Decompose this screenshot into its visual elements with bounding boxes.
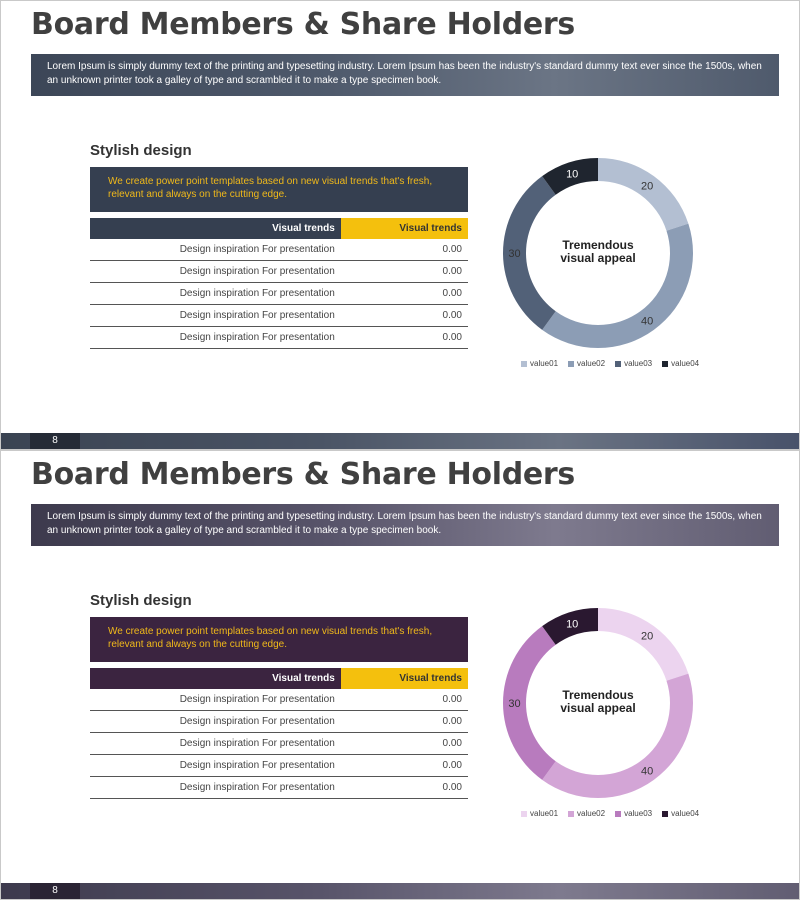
legend-label: value04 <box>671 809 700 818</box>
chart-center-line: Tremendous <box>562 688 634 702</box>
table-cell-value: 0.00 <box>341 733 468 755</box>
legend-item <box>568 359 605 368</box>
table-cell-value: 0.00 <box>341 755 468 777</box>
donut-slice-value01 <box>598 608 688 681</box>
legend-item <box>615 809 652 818</box>
donut-data-label: 30 <box>508 698 521 710</box>
table-row <box>90 733 468 755</box>
slide-2 <box>0 450 800 900</box>
table-row <box>90 305 468 327</box>
legend-swatch <box>662 361 668 367</box>
section-heading: Stylish design <box>90 142 192 159</box>
legend-item <box>568 809 605 818</box>
legend-label: value03 <box>624 359 653 368</box>
table-cell-label: Design inspiration For presentation <box>90 239 341 261</box>
legend-item <box>615 359 652 368</box>
table-row <box>90 327 468 349</box>
slide-title: Board Members & Share Holders <box>31 7 575 42</box>
table-cell-value: 0.00 <box>341 283 468 305</box>
table-row <box>90 711 468 733</box>
table-cell-value: 0.00 <box>341 239 468 261</box>
table-header-cell: Visual trends <box>90 668 341 689</box>
chart-legend <box>521 809 699 818</box>
section-heading: Stylish design <box>90 592 192 609</box>
table-row <box>90 261 468 283</box>
page-number: 8 <box>30 883 80 899</box>
table-cell-label: Design inspiration For presentation <box>90 733 341 755</box>
donut-data-label: 20 <box>640 630 654 643</box>
legend-item <box>521 359 558 368</box>
chart-center-label <box>498 689 698 715</box>
donut-data-label: 10 <box>566 168 579 181</box>
donut-data-label: 10 <box>566 618 579 631</box>
table-cell-value: 0.00 <box>341 711 468 733</box>
slide-title: Board Members & Share Holders <box>31 457 575 492</box>
chart-legend <box>521 359 699 368</box>
donut-data-label: 40 <box>640 765 654 778</box>
table-row <box>90 689 468 711</box>
intro-banner: Lorem Ipsum is simply dummy text of the printing and typesetting industry. Lorem Ipsum has been the industry's standard dummy text ever since the 1500s, when an unknown printer took a galley of type and scrambled it to make a type specimen book. <box>31 54 779 96</box>
donut-data-label: 20 <box>640 180 654 193</box>
table-row <box>90 283 468 305</box>
table-header-cell: Visual trends <box>90 218 341 239</box>
legend-item <box>662 809 699 818</box>
page-number: 8 <box>30 433 80 449</box>
table-cell-label: Design inspiration For presentation <box>90 777 341 799</box>
legend-swatch <box>615 361 621 367</box>
table-header-row <box>90 218 468 239</box>
table-header-cell-highlight: Visual trends <box>341 218 468 239</box>
table-cell-label: Design inspiration For presentation <box>90 283 341 305</box>
table-cell-label: Design inspiration For presentation <box>90 689 341 711</box>
trends-table <box>90 218 468 349</box>
slide-footer <box>1 433 799 449</box>
table-cell-value: 0.00 <box>341 327 468 349</box>
donut-chart <box>498 153 698 353</box>
legend-label: value01 <box>530 809 559 818</box>
table-cell-value: 0.00 <box>341 689 468 711</box>
callout-box: We create power point templates based on new visual trends that's fresh, relevant and always on the cutting edge. <box>90 617 468 662</box>
table-cell-value: 0.00 <box>341 777 468 799</box>
donut-chart <box>498 603 698 803</box>
slide-footer <box>1 883 799 899</box>
chart-center-line: visual appeal <box>560 251 636 265</box>
legend-item <box>521 809 558 818</box>
legend-label: value03 <box>624 809 653 818</box>
chart-center-line: Tremendous <box>562 238 634 252</box>
table-cell-label: Design inspiration For presentation <box>90 327 341 349</box>
table-cell-label: Design inspiration For presentation <box>90 711 341 733</box>
table-cell-value: 0.00 <box>341 305 468 327</box>
table-cell-label: Design inspiration For presentation <box>90 755 341 777</box>
legend-label: value04 <box>671 359 700 368</box>
legend-swatch <box>662 811 668 817</box>
table-header-cell-highlight: Visual trends <box>341 668 468 689</box>
chart-center-line: visual appeal <box>560 701 636 715</box>
table-row <box>90 239 468 261</box>
callout-box: We create power point templates based on new visual trends that's fresh, relevant and always on the cutting edge. <box>90 167 468 212</box>
legend-swatch <box>521 361 527 367</box>
legend-item <box>662 359 699 368</box>
legend-swatch <box>568 811 574 817</box>
donut-data-label: 30 <box>508 248 521 260</box>
table-header-row <box>90 668 468 689</box>
intro-banner: Lorem Ipsum is simply dummy text of the printing and typesetting industry. Lorem Ipsum has been the industry's standard dummy text ever since the 1500s, when an unknown printer took a galley of type and scrambled it to make a type specimen book. <box>31 504 779 546</box>
legend-label: value01 <box>530 359 559 368</box>
table-row <box>90 755 468 777</box>
table-cell-label: Design inspiration For presentation <box>90 305 341 327</box>
legend-label: value02 <box>577 809 606 818</box>
donut-slice-value01 <box>598 158 688 231</box>
table-cell-label: Design inspiration For presentation <box>90 261 341 283</box>
donut-data-label: 40 <box>640 315 654 328</box>
legend-label: value02 <box>577 359 606 368</box>
table-cell-value: 0.00 <box>341 261 468 283</box>
legend-swatch <box>568 361 574 367</box>
table-row <box>90 777 468 799</box>
trends-table <box>90 668 468 799</box>
legend-swatch <box>521 811 527 817</box>
chart-center-label <box>498 239 698 265</box>
legend-swatch <box>615 811 621 817</box>
